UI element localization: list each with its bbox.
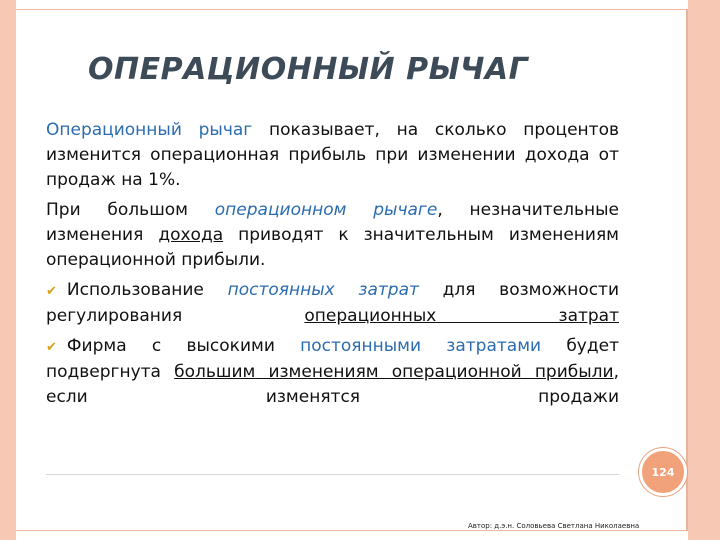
paragraph-definition xyxy=(46,118,619,193)
checkmark-icon: ✔ xyxy=(46,284,57,299)
bullet-tail: , если изменятся продажи xyxy=(46,362,619,407)
bullet-mid: для возможности регулирования xyxy=(46,280,619,326)
paragraph-high-leverage xyxy=(46,198,619,273)
bullet-lead: Использование xyxy=(66,280,228,300)
slide-border-bottom xyxy=(16,530,688,531)
term-operating-leverage: Операционный рычаг xyxy=(46,120,253,140)
paragraph-mid: , незначительные изменения xyxy=(46,200,619,245)
link-revenue[interactable]: дохода xyxy=(158,225,224,245)
bullet-item-fixed-costs xyxy=(46,278,619,329)
link-profit-changes[interactable]: большим изменениям операционной прибыли xyxy=(174,362,614,382)
author-credit: Автор: д.э.н. Соловьева Светлана Николаевна xyxy=(468,522,640,530)
term-fixed-costs: постоянных затрат xyxy=(227,280,419,300)
paragraph-lead: При большом xyxy=(46,200,215,220)
definition-text: показывает, на сколько процентов изменится операционная прибыль при изменении дохода от продаж на 1%. xyxy=(46,120,619,190)
slide-border-right xyxy=(686,9,688,531)
link-operating-costs[interactable]: операционных затрат xyxy=(304,306,619,326)
slide-frame-left xyxy=(0,0,16,540)
term-operating-leverage-italic: операционном рычаге xyxy=(214,200,438,220)
page-number-badge: 124 xyxy=(639,448,687,496)
paragraph-tail: приводят к значительным изменениям операционной прибыли. xyxy=(46,225,619,270)
slide-title: ОПЕРАЦИОННЫЙ РЫЧАГ xyxy=(88,52,529,87)
slide-content xyxy=(46,118,619,415)
bullet-lead: Фирма с высокими xyxy=(66,336,301,356)
footer-divider xyxy=(46,474,619,475)
slide-frame-right xyxy=(688,0,720,540)
bullet-mid: будет подвергнута xyxy=(46,336,619,382)
checkmark-icon: ✔ xyxy=(46,340,57,355)
bullet-item-high-fixed-costs xyxy=(46,334,619,410)
slide-border-top xyxy=(16,9,688,10)
term-high-fixed-costs: постоянными затратами xyxy=(300,336,542,356)
